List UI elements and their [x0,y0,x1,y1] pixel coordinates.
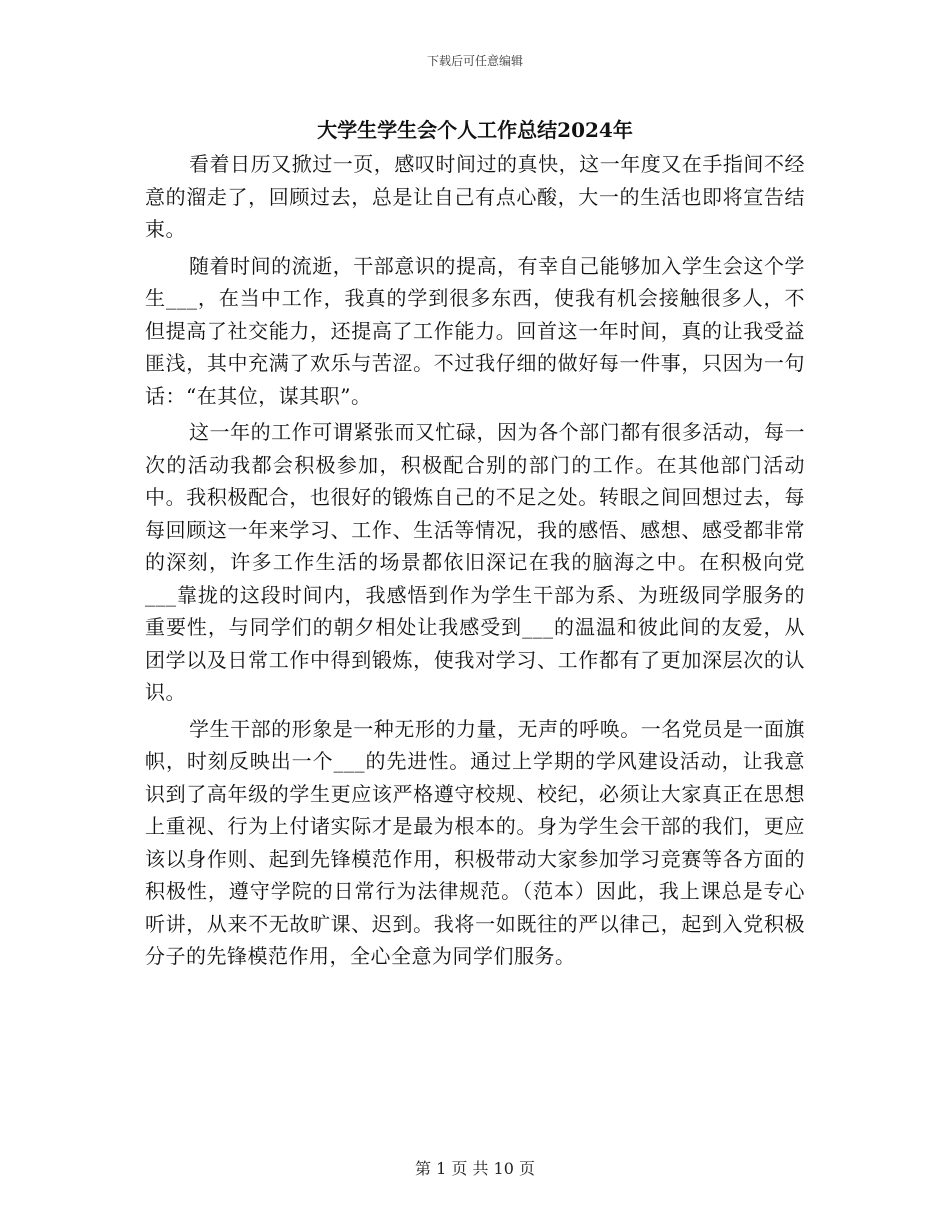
paragraph-4: 学生干部的形象是一种无形的力量，无声的呼唤。一名党员是一面旗帜，时刻反映出一个___的先进性。通过上学期的学风建设活动，让我意识到了高年级的学生更应该严格遵守校规、校纪，必须让大家真正在思想上重视、行为上付诸实际才是最为根本的。身为学生会干部的我们，更应该以身作则、起到先锋模范作用，积极带动大家参加学习竞赛等各方面的积极性，遵守学院的日常行为法律规范。（范本）因此，我上课总是专心听讲，从来不无故旷课、迟到。我将一如既往的严以律己，起到入党积极分子的先锋模范作用，全心全意为同学们服务。 [145,716,805,968]
paragraph-1: 看着日历又掀过一页，感叹时间过的真快，这一年度又在手指间不经意的溜走了，回顾过去，总是让自己有点心酸，大一的生活也即将宣告结束。 [145,152,805,241]
paragraph-3: 这一年的工作可谓紧张而又忙碌，因为各个部门都有很多活动，每一次的活动我都会积极参加，积极配合别的部门的工作。在其他部门活动中。我积极配合，也很好的锻炼自己的不足之处。转眼之间回想过去，每每回顾这一年来学习、工作、生活等情况，我的感悟、感想、感受都非常的深刻，许多工作生活的场景都依旧深记在我的脑海之中。在积极向党___靠拢的这段时间内，我感悟到作为学生干部为系、为班级同学服务的重要性，与同学们的朝夕相处让我感受到___的温温和彼此间的友爱，从团学以及日常工作中得到锻炼，使我对学习、工作都有了更加深层次的认识。 [145,420,805,704]
document-body [145,148,805,973]
page-header-note: 下载后可任意编辑 [426,54,523,68]
paragraph-2: 随着时间的流逝，干部意识的提高，有幸自己能够加入学生会这个学生___，在当中工作，我真的学到很多东西，使我有机会接触很多人，不但提高了社交能力，还提高了工作能力。回首这一年时间，真的让我受益匪浅，其中充满了欢乐与苦涩。不过我仔细的做好每一件事，只因为一句话：“在其位，谋其职”。 [145,253,805,408]
page-number-footer: 第 1 页 共 10 页 [415,1159,535,1178]
document-title: 大学生学生会个人工作总结2024年 [317,118,633,142]
